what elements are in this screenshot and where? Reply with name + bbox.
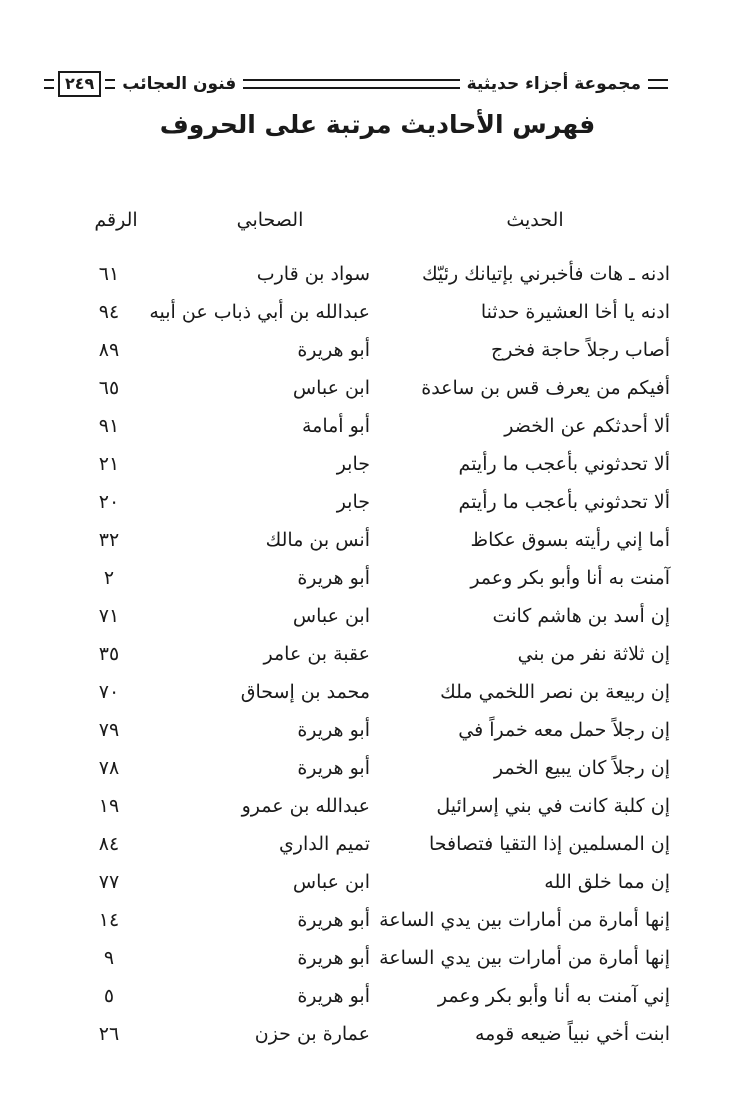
sahabi-name: أبو هريرة [297,909,370,931]
table-row [0,978,755,1014]
hadith-text: أصاب رجلاً حاجة فخرج [490,339,670,361]
sahabi-name: جابر [336,491,370,513]
hadith-number: ٦١ [98,263,120,285]
sahabi-name: أبو هريرة [297,947,370,969]
table-row [0,940,755,976]
hadith-number: ٨٩ [98,339,120,361]
hadith-number: ٢٦ [98,1023,120,1045]
hadith-text: إن رجلاً كان يبيع الخمر [493,757,670,779]
table-row [0,332,755,368]
sahabi-name: ابن عباس [292,871,370,893]
hadith-text: إن المسلمين إذا التقيا فتصافحا [428,833,670,855]
sahabi-name: أبو هريرة [297,339,370,361]
hadith-number: ٧٧ [98,871,120,893]
sahabi-name: أبو هريرة [297,719,370,741]
sahabi-name: عمارة بن حزن [254,1023,370,1045]
sahabi-name: عقبة بن عامر [263,643,370,665]
hadith-text: إنها أمارة من أمارات بين يدي الساعة [379,909,670,931]
hadith-number: ٩٤ [98,301,120,323]
table-row [0,484,755,520]
table-row [0,560,755,596]
hadith-number: ١٩ [98,795,120,817]
hadith-text: ألا تحدثوني بأعجب ما رأيتم [458,491,670,513]
sahabi-name: أبو أمامة [301,415,370,437]
table-row [0,1016,755,1052]
sahabi-name: سواد بن قارب [256,263,370,285]
hadith-text: آمنت به أنا وأبو بكر وعمر [470,567,670,589]
table-row [0,522,755,558]
header-rule [105,79,115,89]
hadith-number: ٨٤ [98,833,120,855]
hadith-text: إن مما خلق الله [544,871,670,893]
table-row [0,674,755,710]
sahabi-name: تميم الداري [278,833,370,855]
sahabi-name: أنس بن مالك [265,529,370,551]
sahabi-name: ابن عباس [292,605,370,627]
table-row [0,750,755,786]
hadith-number: ٧٠ [98,681,120,703]
hadith-text: إني آمنت به أنا وأبو بكر وعمر [437,985,670,1007]
table-row [0,370,755,406]
table-header [0,202,755,238]
table-row [0,408,755,444]
hadith-text: إن أسد بن هاشم كانت [492,605,670,627]
hadith-number: ٧٩ [98,719,120,741]
sahabi-name: محمد بن إسحاق [240,681,370,703]
hadith-text: ادنه ـ هات فأخبرني بإتيانك رئيّك [421,263,670,285]
hadith-number: ٦٥ [98,377,120,399]
table-row [0,864,755,900]
hadith-text: إنها أمارة من أمارات بين يدي الساعة [379,947,670,969]
sahabi-name: أبو هريرة [297,567,370,589]
hadith-text: إن رجلاً حمل معه خمراً في [458,719,670,741]
hadith-number: ٩ [103,947,115,969]
header-rule [44,79,54,89]
sahabi-name: جابر [336,453,370,475]
table-row [0,256,755,292]
header-rule [648,79,668,89]
sahabi-name: أبو هريرة [297,985,370,1007]
table-row [0,712,755,748]
hadith-text: ابنت أخي نبياً ضيعه قومه [474,1023,670,1045]
table-row [0,636,755,672]
hadith-number: ٩١ [98,415,120,437]
column-header-number: الرقم [94,209,138,231]
hadith-number: ٢٠ [98,491,120,513]
page-number: ٢٤٩ [58,71,101,97]
hadith-number: ٥ [103,985,115,1007]
sahabi-name: ابن عباس [292,377,370,399]
table-row [0,788,755,824]
part-title: فنون العجائب [122,74,237,94]
sahabi-name: عبدالله بن أبي ذباب عن أبيه [149,301,370,323]
hadith-text: ألا أحدثكم عن الخضر [504,415,670,437]
hadith-text: ألا تحدثوني بأعجب ما رأيتم [458,453,670,475]
hadith-number: ٣٢ [98,529,120,551]
hadith-number: ٣٥ [98,643,120,665]
hadith-number: ١٤ [98,909,120,931]
hadith-text: إن ربيعة بن نصر اللخمي ملك [440,681,670,703]
column-header-hadith: الحديث [506,209,564,231]
hadith-text: ادنه يا أخا العشيرة حدثنا [480,301,670,323]
page-title: فهرس الأحاديث مرتبة على الحروف [159,110,596,139]
hadith-text: أما إني رأيته بسوق عكاظ [470,529,670,551]
running-header [40,64,672,104]
sahabi-name: أبو هريرة [297,757,370,779]
book-title: مجموعة أجزاء حديثية [466,74,641,94]
table-row [0,598,755,634]
hadith-number: ٧١ [98,605,120,627]
hadith-number: ٧٨ [98,757,120,779]
hadith-number: ٢١ [98,453,120,475]
table-row [0,902,755,938]
hadith-number: ٢ [103,567,115,589]
hadith-text: أفيكم من يعرف قس بن ساعدة [421,377,670,399]
table-row [0,826,755,862]
hadith-text: إن ثلاثة نفر من بني [517,643,670,665]
table-row [0,446,755,482]
table-row [0,294,755,330]
column-header-sahabi: الصحابي [236,209,304,231]
sahabi-name: عبدالله بن عمرو [241,795,370,817]
header-rule [243,79,459,89]
hadith-text: إن كلبة كانت في بني إسرائيل [436,795,670,817]
